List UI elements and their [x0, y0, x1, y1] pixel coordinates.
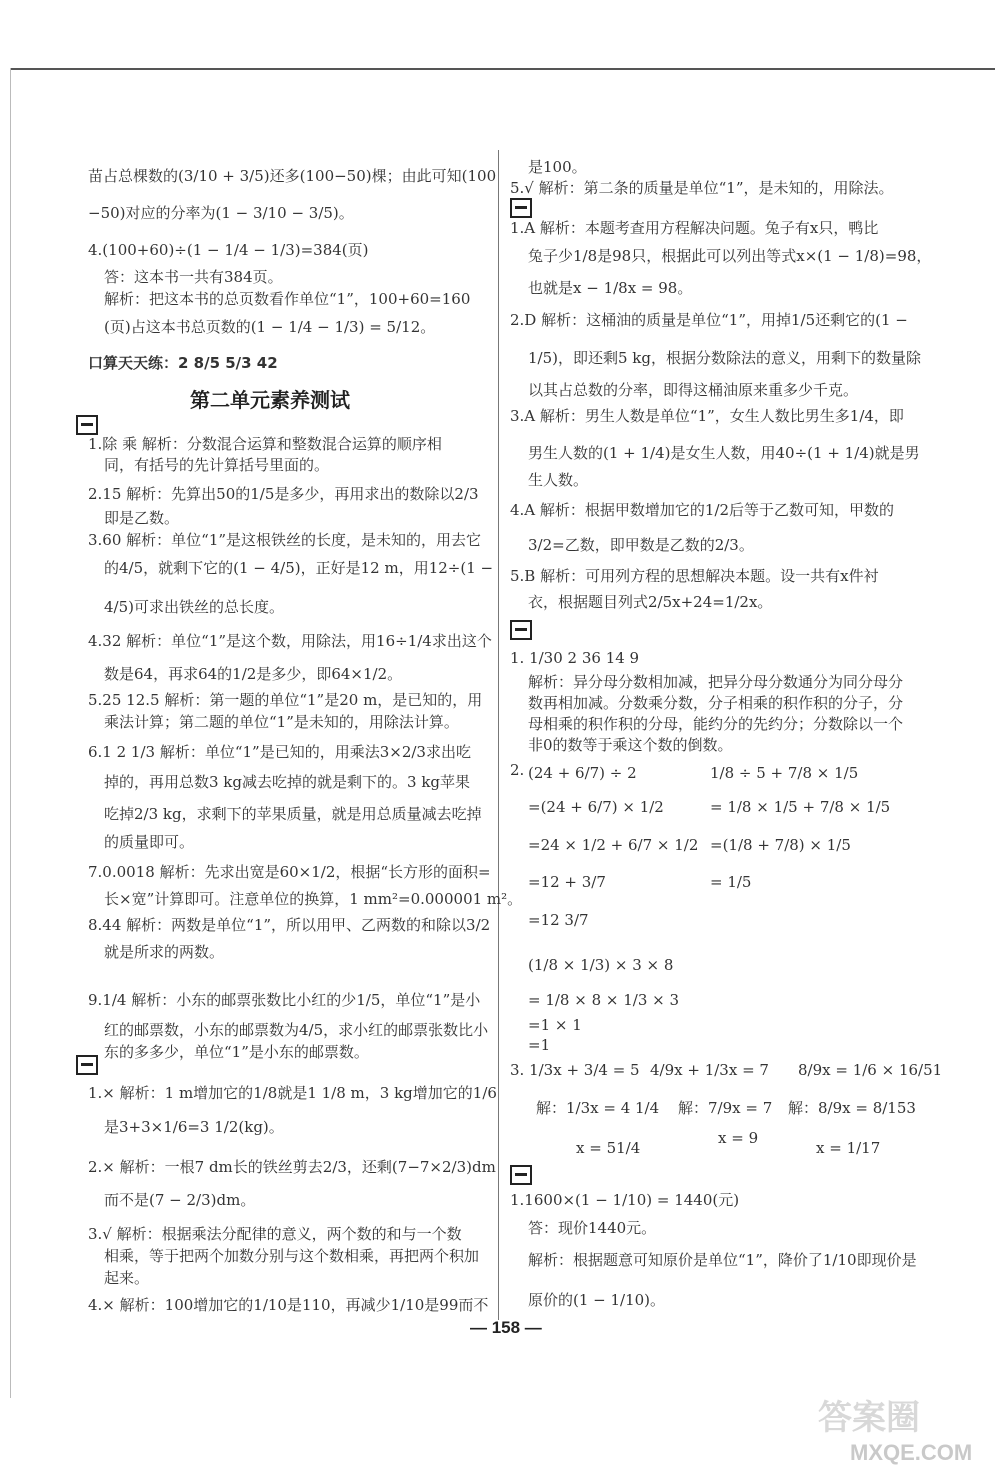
text-line: 原价的(1 − 1/10)。	[528, 1291, 666, 1309]
text-line: 9.1/4 解析：小东的邮票张数比小红的少1/5，单位“1”是小	[88, 991, 481, 1009]
equation: 解：1/3x = 4 1/4	[536, 1099, 660, 1117]
section-mark-2	[76, 1055, 98, 1075]
text-line: 1.A 解析：本题考查用方程解决问题。兔子有x只，鸭比	[510, 219, 879, 237]
text-line: 1.1600×(1 − 1/10) = 1440(元)	[510, 1191, 740, 1209]
calc-left: =1	[528, 1036, 551, 1054]
text-line: 掉的，再用总数3 kg减去吃掉的就是剩下的。3 kg苹果	[104, 773, 471, 791]
text-line: 同，有括号的先计算括号里面的。	[104, 456, 330, 474]
text-line: 3.60 解析：单位“1”是这根铁丝的长度，是未知的，用去它	[88, 531, 482, 549]
text-line: 就是所求的两数。	[104, 943, 225, 961]
text-line: 以其占总数的分率，即得这桶油原来重多少千克。	[528, 381, 859, 399]
text-line: 8.44 解析：两数是单位“1”，所以用甲、乙两数的和除以3/2	[88, 916, 491, 934]
text-line: 长×宽”计算即可。注意单位的换算，1 mm²=0.000001 m²。	[104, 890, 523, 908]
text-line: 4.A 解析：根据甲数增加它的1/2后等于乙数可知，甲数的	[510, 501, 895, 519]
text-line: 5.B 解析：可用列方程的思想解决本题。设一共有x件衬	[510, 567, 879, 585]
text-line: 1/5)，即还剩5 kg，根据分数除法的意义，用剩下的数量除	[528, 349, 921, 367]
text-line: 4.32 解析：单位“1”是这个数，用除法，用16÷1/4求出这个	[88, 632, 492, 650]
watermark-site: MXQE.COM	[850, 1440, 973, 1465]
text-line: 解析：根据题意可知原价是单位“1”，降价了1/10即现价是	[528, 1251, 917, 1269]
text-line: 2.D 解析：这桶油的质量是单位“1”，用掉1/5还剩它的(1 −	[510, 311, 908, 329]
text-line: 2.	[510, 761, 525, 779]
text-line: 即是乙数。	[104, 509, 180, 527]
text-line: 4.(100+60)÷(1 − 1/4 − 1/3)=384(页)	[88, 241, 369, 259]
text-line: 吃掉2/3 kg，求剩下的苹果质量，就是用总质量减去吃掉	[104, 805, 482, 823]
section-mark-5	[510, 1165, 532, 1185]
equation: x = 1/17	[816, 1139, 881, 1157]
calc-left: =12 + 3/7	[528, 873, 606, 891]
text-line: 数是64，再求64的1/2是多少，即64×1/2。	[104, 665, 403, 683]
text-line: 1.× 解析：1 m增加它的1/8就是1 1/8 m，3 kg增加它的1/6	[88, 1084, 497, 1102]
watermark-logo: 答案圈	[818, 1399, 920, 1437]
calc-left: =(24 + 6/7) × 1/2	[528, 798, 664, 816]
text-line: 的4/5，就剩下它的(1 − 4/5)，正好是12 m，用12÷(1 −	[104, 559, 494, 577]
equation: 解：7/9x = 7	[678, 1099, 773, 1117]
text-line: −50)对应的分率为(1 − 3/10 − 3/5)。	[88, 204, 354, 222]
text-line: 1. 1/30 2 36 14 9	[510, 649, 640, 667]
text-line: 男生人数的(1 + 1/4)是女生人数，用40÷(1 + 1/4)就是男	[528, 444, 920, 462]
oral-practice: 口算天天练：2 8/5 5/3 42	[88, 354, 278, 372]
calc-left: = 1/8 × 8 × 1/3 × 3	[528, 991, 680, 1009]
calc-left: =1 × 1	[528, 1016, 582, 1034]
text-line: 衣，根据题目列式2/5x+24=1/2x。	[528, 593, 773, 611]
section-mark-3	[510, 198, 532, 218]
calc-right: =(1/8 + 7/8) × 1/5	[710, 836, 851, 854]
text-line: 3.A 解析：男生人数是单位“1”，女生人数比男生多1/4，即	[510, 407, 904, 425]
text-line: 苗占总棵数的(3/10 + 3/5)还多(100−50)棵；由此可知(100	[88, 167, 497, 185]
section-mark-1	[76, 415, 98, 435]
calc-left: (1/8 × 1/3) × 3 × 8	[528, 956, 674, 974]
text-line: 的质量即可。	[104, 833, 195, 851]
text-line: 非0的数等于乘这个数的倒数。	[528, 736, 733, 754]
text-line: 起来。	[104, 1269, 150, 1287]
equation: 8/9x = 1/6 × 16/51	[798, 1061, 943, 1079]
text-line: 2.15 解析：先算出50的1/5是多少，再用求出的数除以2/3	[88, 485, 479, 503]
text-line: 红的邮票数，小东的邮票数为4/5，求小红的邮票张数比小	[104, 1021, 489, 1039]
right-column	[498, 0, 1000, 1400]
section-mark-4	[510, 620, 532, 640]
calc-right: = 1/5	[710, 873, 752, 891]
text-line: 3/2=乙数，即甲数是乙数的2/3。	[528, 536, 754, 554]
text-line: 5.25 12.5 解析：第一题的单位“1”是20 m，是已知的，用	[88, 691, 483, 709]
text-line: 相乘，等于把两个加数分别与这个数相乘，再把两个积加	[104, 1247, 480, 1265]
equation: 3. 1/3x + 3/4 = 5	[510, 1061, 640, 1079]
equation: x = 51/4	[576, 1139, 641, 1157]
text-line: 1.除 乘 解析：分数混合运算和整数混合运算的顺序相	[88, 435, 442, 453]
text-line: 母相乘的积作积的分母，能约分的先约分；分数除以一个	[528, 715, 904, 733]
text-line: 生人数。	[528, 471, 589, 489]
equation: 解：8/9x = 8/153	[788, 1099, 916, 1117]
text-line: 6.1 2 1/3 解析：单位“1”是已知的，用乘法3×2/3求出吃	[88, 743, 471, 761]
calc-right: 1/8 ÷ 5 + 7/8 × 1/5	[710, 764, 859, 782]
text-line: 是100。	[528, 158, 587, 176]
text-line: 兔子少1/8是98只，根据此可以列出等式x×(1 − 1/8)=98，	[528, 247, 932, 265]
text-line: 3.√ 解析：根据乘法分配律的意义，两个数的和与一个数	[88, 1225, 462, 1243]
calc-left: =24 × 1/2 + 6/7 × 1/2	[528, 836, 699, 854]
text-line: 解析：把这本书的总页数看作单位“1”，100+60=160	[104, 290, 471, 308]
text-line: 7.0.0018 解析：先求出宽是60×1/2，根据“长方形的面积=	[88, 863, 491, 881]
page-number: — 158 —	[470, 1318, 542, 1337]
text-line: 解析：异分母分数相加减，把异分母分数通分为同分母分	[528, 673, 904, 691]
text-line: 是3+3×1/6=3 1/2(kg)。	[104, 1118, 284, 1136]
equation: 4/9x + 1/3x = 7	[650, 1061, 769, 1079]
text-line: 数再相加减。分数乘分数，分子相乘的积作积的分子，分	[528, 694, 904, 712]
calc-left: (24 + 6/7) ÷ 2	[528, 764, 637, 782]
calc-left: =12 3/7	[528, 911, 589, 929]
calc-right: = 1/8 × 1/5 + 7/8 × 1/5	[710, 798, 891, 816]
text-line: 东的多多少，单位“1”是小东的邮票数。	[104, 1043, 369, 1061]
text-line: 答：现价1440元。	[528, 1219, 657, 1237]
text-line: 也就是x − 1/8x = 98。	[528, 279, 693, 297]
text-line: 4/5)可求出铁丝的总长度。	[104, 598, 284, 616]
text-line: 而不是(7 − 2/3)dm。	[104, 1191, 256, 1209]
text-line: 4.× 解析：100增加它的1/10是110，再减少1/10是99而不	[88, 1296, 489, 1314]
text-line: 2.× 解析：一根7 dm长的铁丝剪去2/3，还剩(7−7×2/3)dm	[88, 1158, 496, 1176]
text-line: 乘法计算；第二题的单位“1”是未知的，用除法计算。	[104, 713, 459, 731]
text-line: 5.√ 解析：第二条的质量是单位“1”，是未知的，用除法。	[510, 179, 894, 197]
text-line: 答：这本书一共有384页。	[104, 268, 283, 286]
page-heading: 第二单元素养测试	[190, 388, 350, 412]
equation: x = 9	[718, 1129, 759, 1147]
text-line: (页)占这本书总页数的(1 − 1/4 − 1/3) = 5/12。	[104, 318, 436, 336]
